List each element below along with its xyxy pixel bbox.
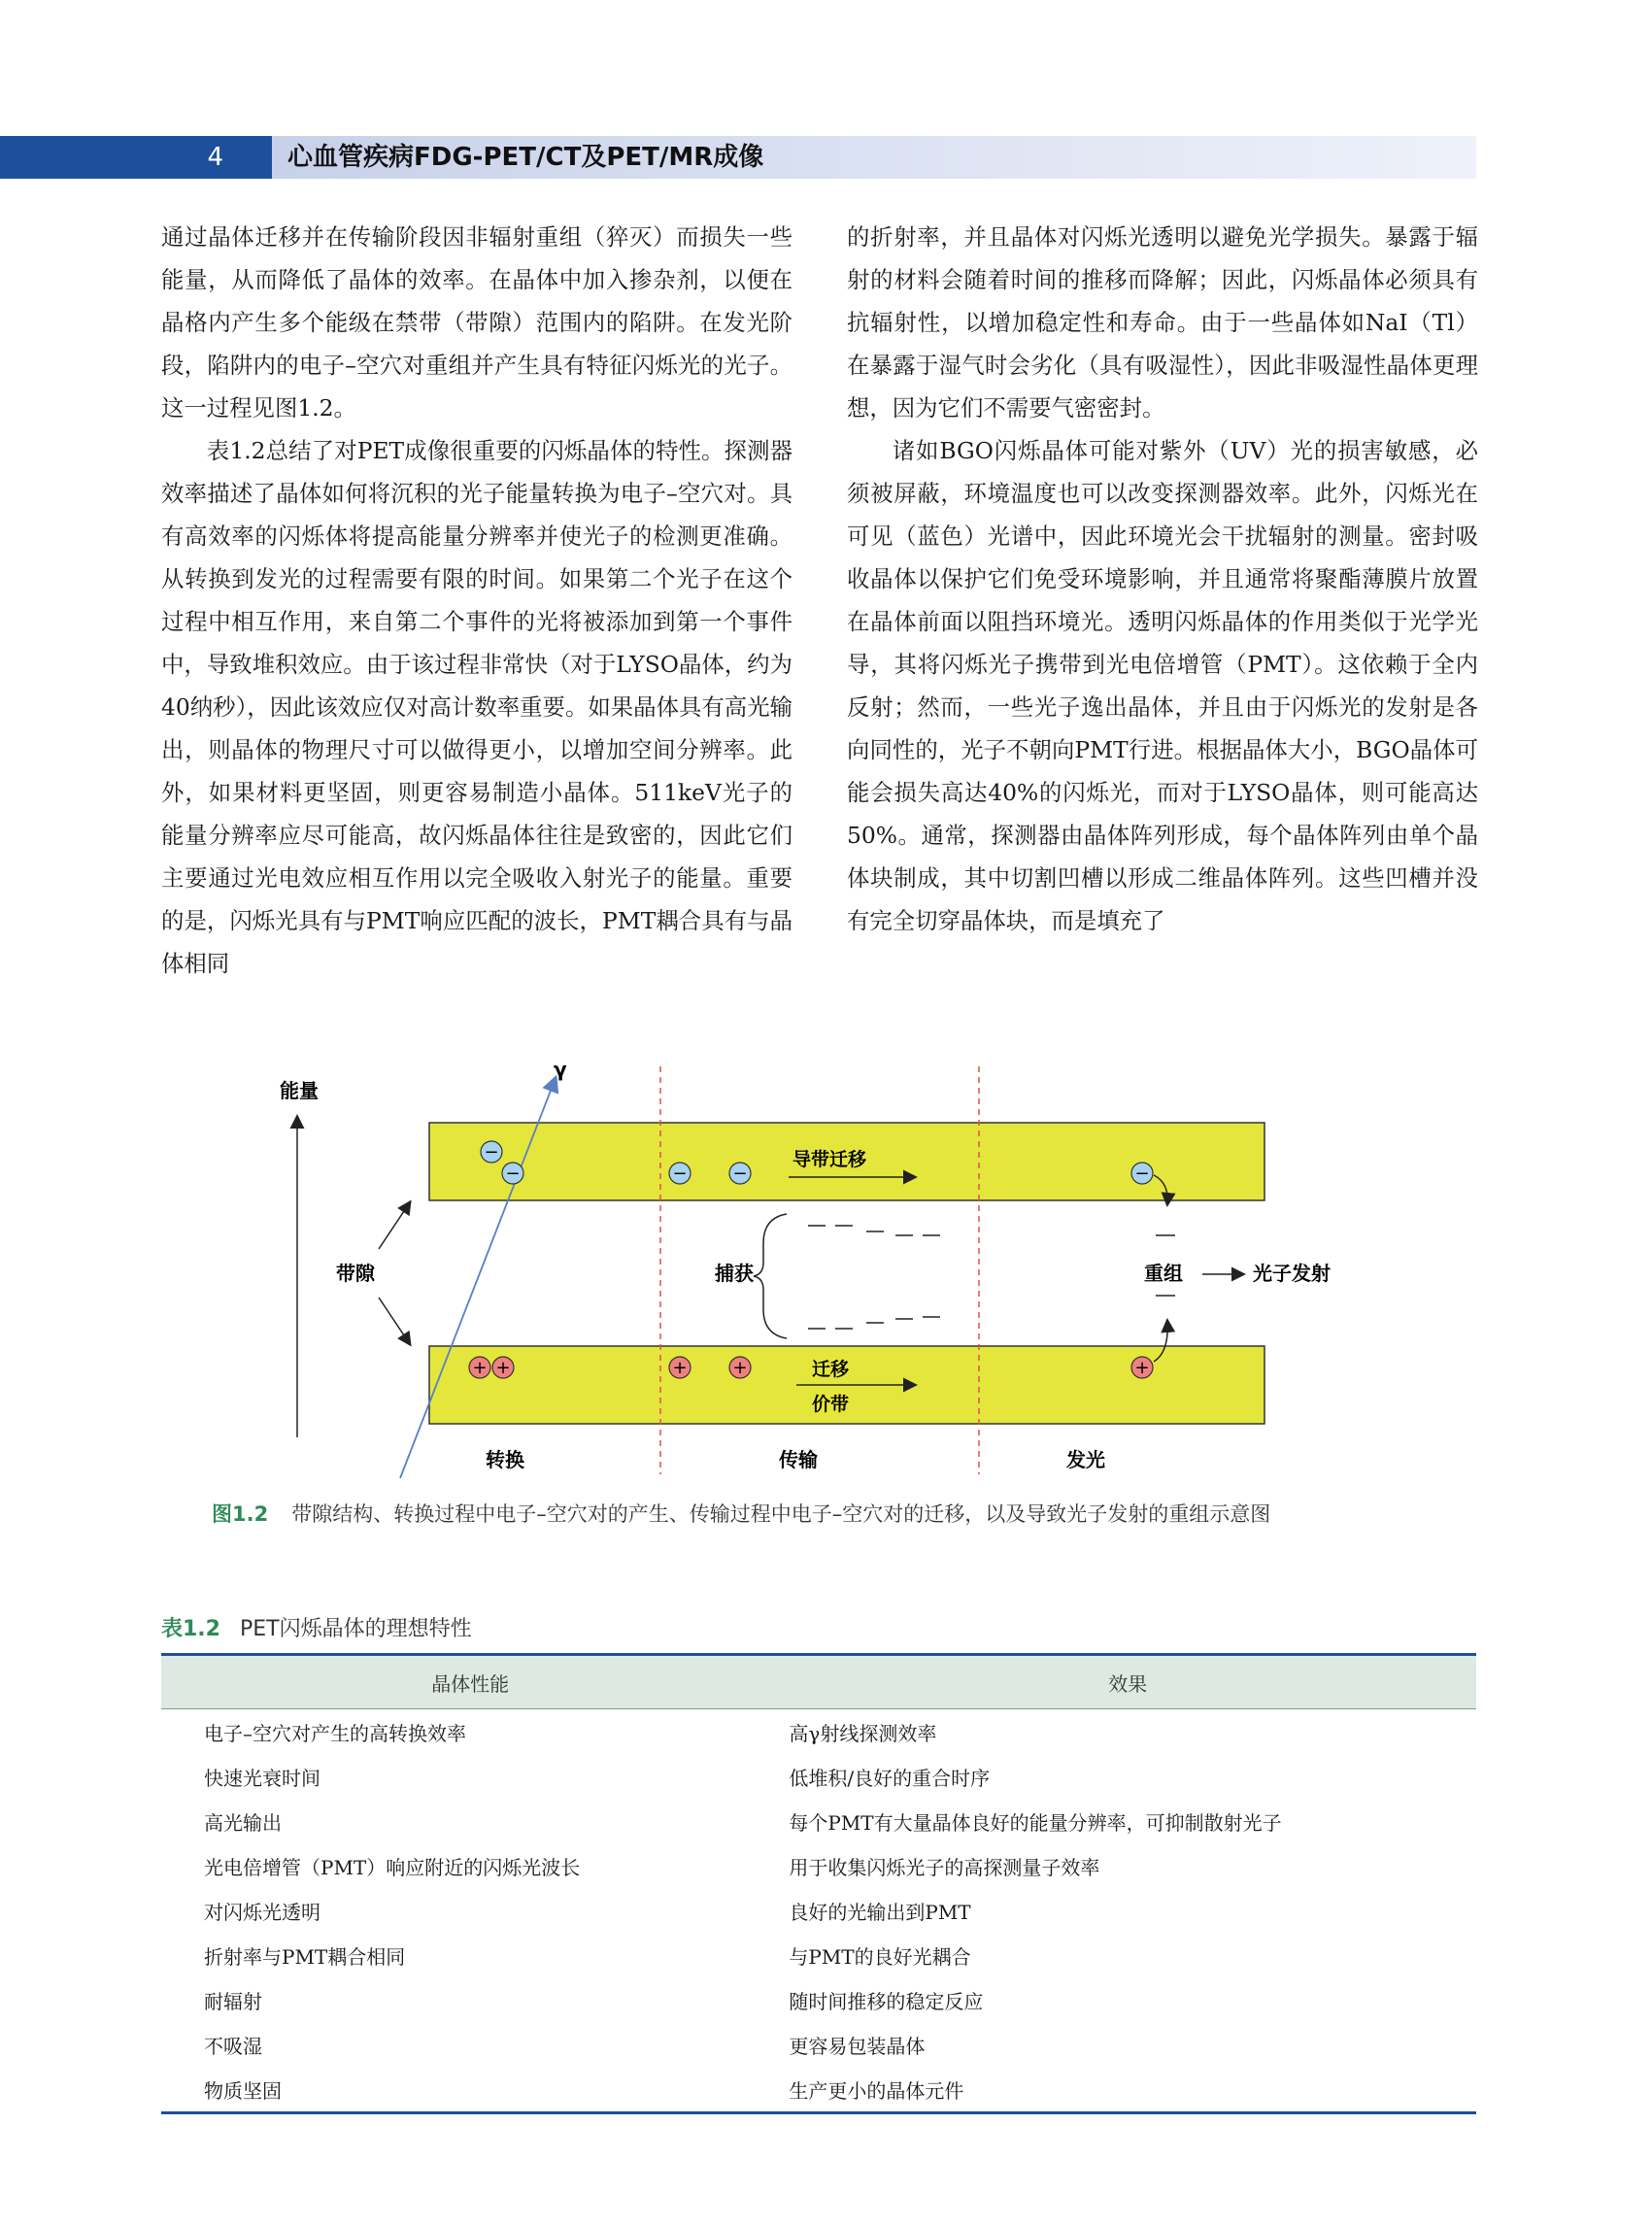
table-cell: 随时间推移的稳定反应	[789, 1989, 984, 2013]
conduction-migration-label: 导带迁移	[792, 1149, 867, 1170]
paragraph: 表1.2总结了对PET成像很重要的闪烁晶体的特性。探测器效率描述了晶体如何将沉积的光子能量转换为电子–空穴对。具有高效率的闪烁体将提高能量分辨率并使光子的检测更准确。从转换到发光的过程需要有限的时间。如果第二个光子在这个过程中相互作用，来自第二个事件的光将被添加到第一个事件中，导致堆积效应。由于该过程非常快（对于LYSO晶体，约为40纳秒），因此该效应仅对高计数率重要。如果晶体具有高光输出，则晶体的物理尺寸可以做得更小，以增加空间分辨率。此外，如果材料更坚固，则更容易制造小晶体。511keV光子的能量分辨率应尽可能高，故闪烁晶体往往是致密的，因此它们主要通过光电效应相互作用以完全吸收入射光子的能量。重要的是，闪烁光具有与PMT响应匹配的波长，PMT耦合具有与晶体相同	[161, 437, 792, 977]
table-cell: 更容易包装晶体	[789, 2034, 926, 2058]
trap-levels-upper	[808, 1226, 940, 1235]
table-row	[161, 1843, 1476, 1888]
paragraph: 诸如BGO闪烁晶体可能对紫外（UV）光的损害敏感，必须被屏蔽，环境温度也可以改变探测器效率。此外，闪烁光在可见（蓝色）光谱中，因此环境光会干扰辐射的测量。密封吸收晶体以保护它们免受环境影响，并且通常将聚酯薄膜片放置在晶体前面以阻挡环境光。透明闪烁晶体的作用类似于光学光导，其将闪烁光子携带到光电倍增管（PMT）。这依赖于全内反射；然而，一些光子逸出晶体，并且由于闪烁光的发射是各向同性的，光子不朝向PMT行进。根据晶体大小，BGO晶体可能会损失高达40%的闪烁光，而对于LYSO晶体，则可能高达50%。通常，探测器由晶体阵列形成，每个晶体阵列由单个晶体块制成，其中切割凹槽以形成二维晶体阵列。这些凹槽并没有完全切穿晶体块，而是填充了	[847, 437, 1478, 934]
energy-label: 能量	[280, 1079, 319, 1102]
page-number: 4	[0, 136, 272, 179]
valence-band-label: 价带	[812, 1394, 850, 1415]
hole	[469, 1357, 490, 1378]
table-cell: 高光输出	[204, 1810, 282, 1835]
stage-label-conversion: 转换	[486, 1448, 524, 1471]
table-cell: 与PMT的良好光耦合	[789, 1944, 971, 1969]
table-cell: 电子–空穴对产生的高转换效率	[204, 1721, 466, 1745]
left-text-column	[161, 216, 792, 985]
migration-label: 迁移	[812, 1359, 850, 1380]
figure-caption-label: 图1.2	[212, 1502, 269, 1526]
figure-caption-text: 带隙结构、转换过程中电子–空穴对的产生、传输过程中电子–空穴对的迁移，以及导致光子发射的重组示意图	[291, 1502, 1271, 1526]
properties-table	[161, 1653, 1476, 2114]
table-cell: 折射率与PMT耦合相同	[204, 1944, 406, 1969]
stage-label-luminescence: 发光	[1066, 1448, 1105, 1471]
svg-text:−: −	[484, 1142, 499, 1163]
electron	[729, 1163, 751, 1184]
svg-text:+: +	[732, 1358, 748, 1378]
hole	[1131, 1357, 1153, 1378]
band-gap-arrow-down	[379, 1298, 410, 1344]
table-title-text: PET闪烁晶体的理想特性	[239, 1617, 472, 1641]
electron	[502, 1163, 523, 1184]
svg-text:+: +	[495, 1358, 511, 1378]
svg-text:−: −	[672, 1164, 688, 1184]
table-cell: 低堆积/良好的重合时序	[789, 1766, 991, 1790]
trap-brace	[754, 1214, 787, 1338]
trap-levels-lower	[808, 1317, 940, 1329]
paragraph: 的折射率，并且晶体对闪烁光透明以避免光学损失。暴露于辐射的材料会随着时间的推移而降解；因此，闪烁晶体必须具有抗辐射性，以增加稳定性和寿命。由于一些晶体如NaI（Tl）在暴露于湿气时会劣化（具有吸湿性），因此非吸湿性晶体更理想，因为它们不需要气密密封。	[847, 223, 1478, 422]
svg-text:+: +	[1134, 1358, 1150, 1378]
table-cell: 每个PMT有大量晶体良好的能量分辨率，可抑制散射光子	[789, 1810, 1282, 1835]
table-row	[161, 2067, 1476, 2113]
book-title: 心血管疾病FDG-PET/CT及PET/MR成像	[287, 143, 764, 172]
table-header-cell: 效果	[779, 1655, 1476, 1709]
right-text-column	[847, 216, 1478, 942]
gamma-label: γ	[554, 1059, 567, 1081]
hole	[729, 1357, 751, 1378]
table-header-row	[161, 1655, 1476, 1709]
table-row	[161, 1977, 1476, 2022]
table-cell: 用于收集闪烁光子的高探测量子效率	[789, 1855, 1100, 1879]
hole	[669, 1357, 691, 1378]
table-cell: 物质坚固	[161, 2067, 779, 2113]
trap-label: 捕获	[715, 1262, 754, 1285]
table-row	[161, 1799, 1476, 1843]
table-row	[161, 1709, 1476, 1755]
electron	[481, 1141, 502, 1163]
recombination-label: 重组	[1144, 1262, 1183, 1285]
electron	[669, 1163, 691, 1184]
table-cell: 生产更小的晶体元件	[779, 2067, 1476, 2113]
table-cell: 不吸湿	[204, 2034, 262, 2058]
svg-text:−: −	[732, 1164, 748, 1184]
table-row	[161, 2022, 1476, 2067]
photon-emission-label: 光子发射	[1253, 1262, 1331, 1285]
table-cell: 良好的光输出到PMT	[789, 1900, 971, 1924]
band-gap-label: 带隙	[336, 1262, 375, 1285]
svg-text:+: +	[472, 1358, 488, 1378]
table-row	[161, 1754, 1476, 1799]
figure-caption	[212, 1499, 1474, 1528]
table-row	[161, 1933, 1476, 1977]
paragraph: 通过晶体迁移并在传输阶段因非辐射重组（猝灭）而损失一些能量，从而降低了晶体的效率。在晶体中加入掺杂剂，以便在晶格内产生多个能级在禁带（带隙）范围内的陷阱。在发光阶段，陷阱内的电子–空穴对重组并产生具有特征闪烁光的光子。这一过程见图1.2。	[161, 223, 792, 422]
table-header-cell: 晶体性能	[161, 1655, 779, 1709]
table-row	[161, 1888, 1476, 1933]
hole	[492, 1357, 514, 1378]
table-cell: 耐辐射	[204, 1989, 262, 2013]
svg-text:−: −	[505, 1164, 521, 1184]
svg-text:+: +	[672, 1358, 688, 1378]
table-cell: 光电倍增管（PMT）响应附近的闪烁光波长	[204, 1855, 581, 1879]
table-cell: 高γ射线探测效率	[789, 1721, 937, 1745]
table-cell: 快速光衰时间	[204, 1766, 320, 1790]
electron	[1131, 1163, 1153, 1184]
table-label: 表1.2	[161, 1617, 220, 1641]
table-cell: 对闪烁光透明	[204, 1900, 320, 1924]
table-title	[161, 1612, 472, 1642]
band-gap-arrow-up	[379, 1202, 410, 1249]
svg-text:−: −	[1134, 1164, 1150, 1184]
running-header	[0, 136, 1476, 179]
band-gap-diagram	[262, 1059, 1389, 1486]
stage-label-transport: 传输	[779, 1448, 818, 1471]
